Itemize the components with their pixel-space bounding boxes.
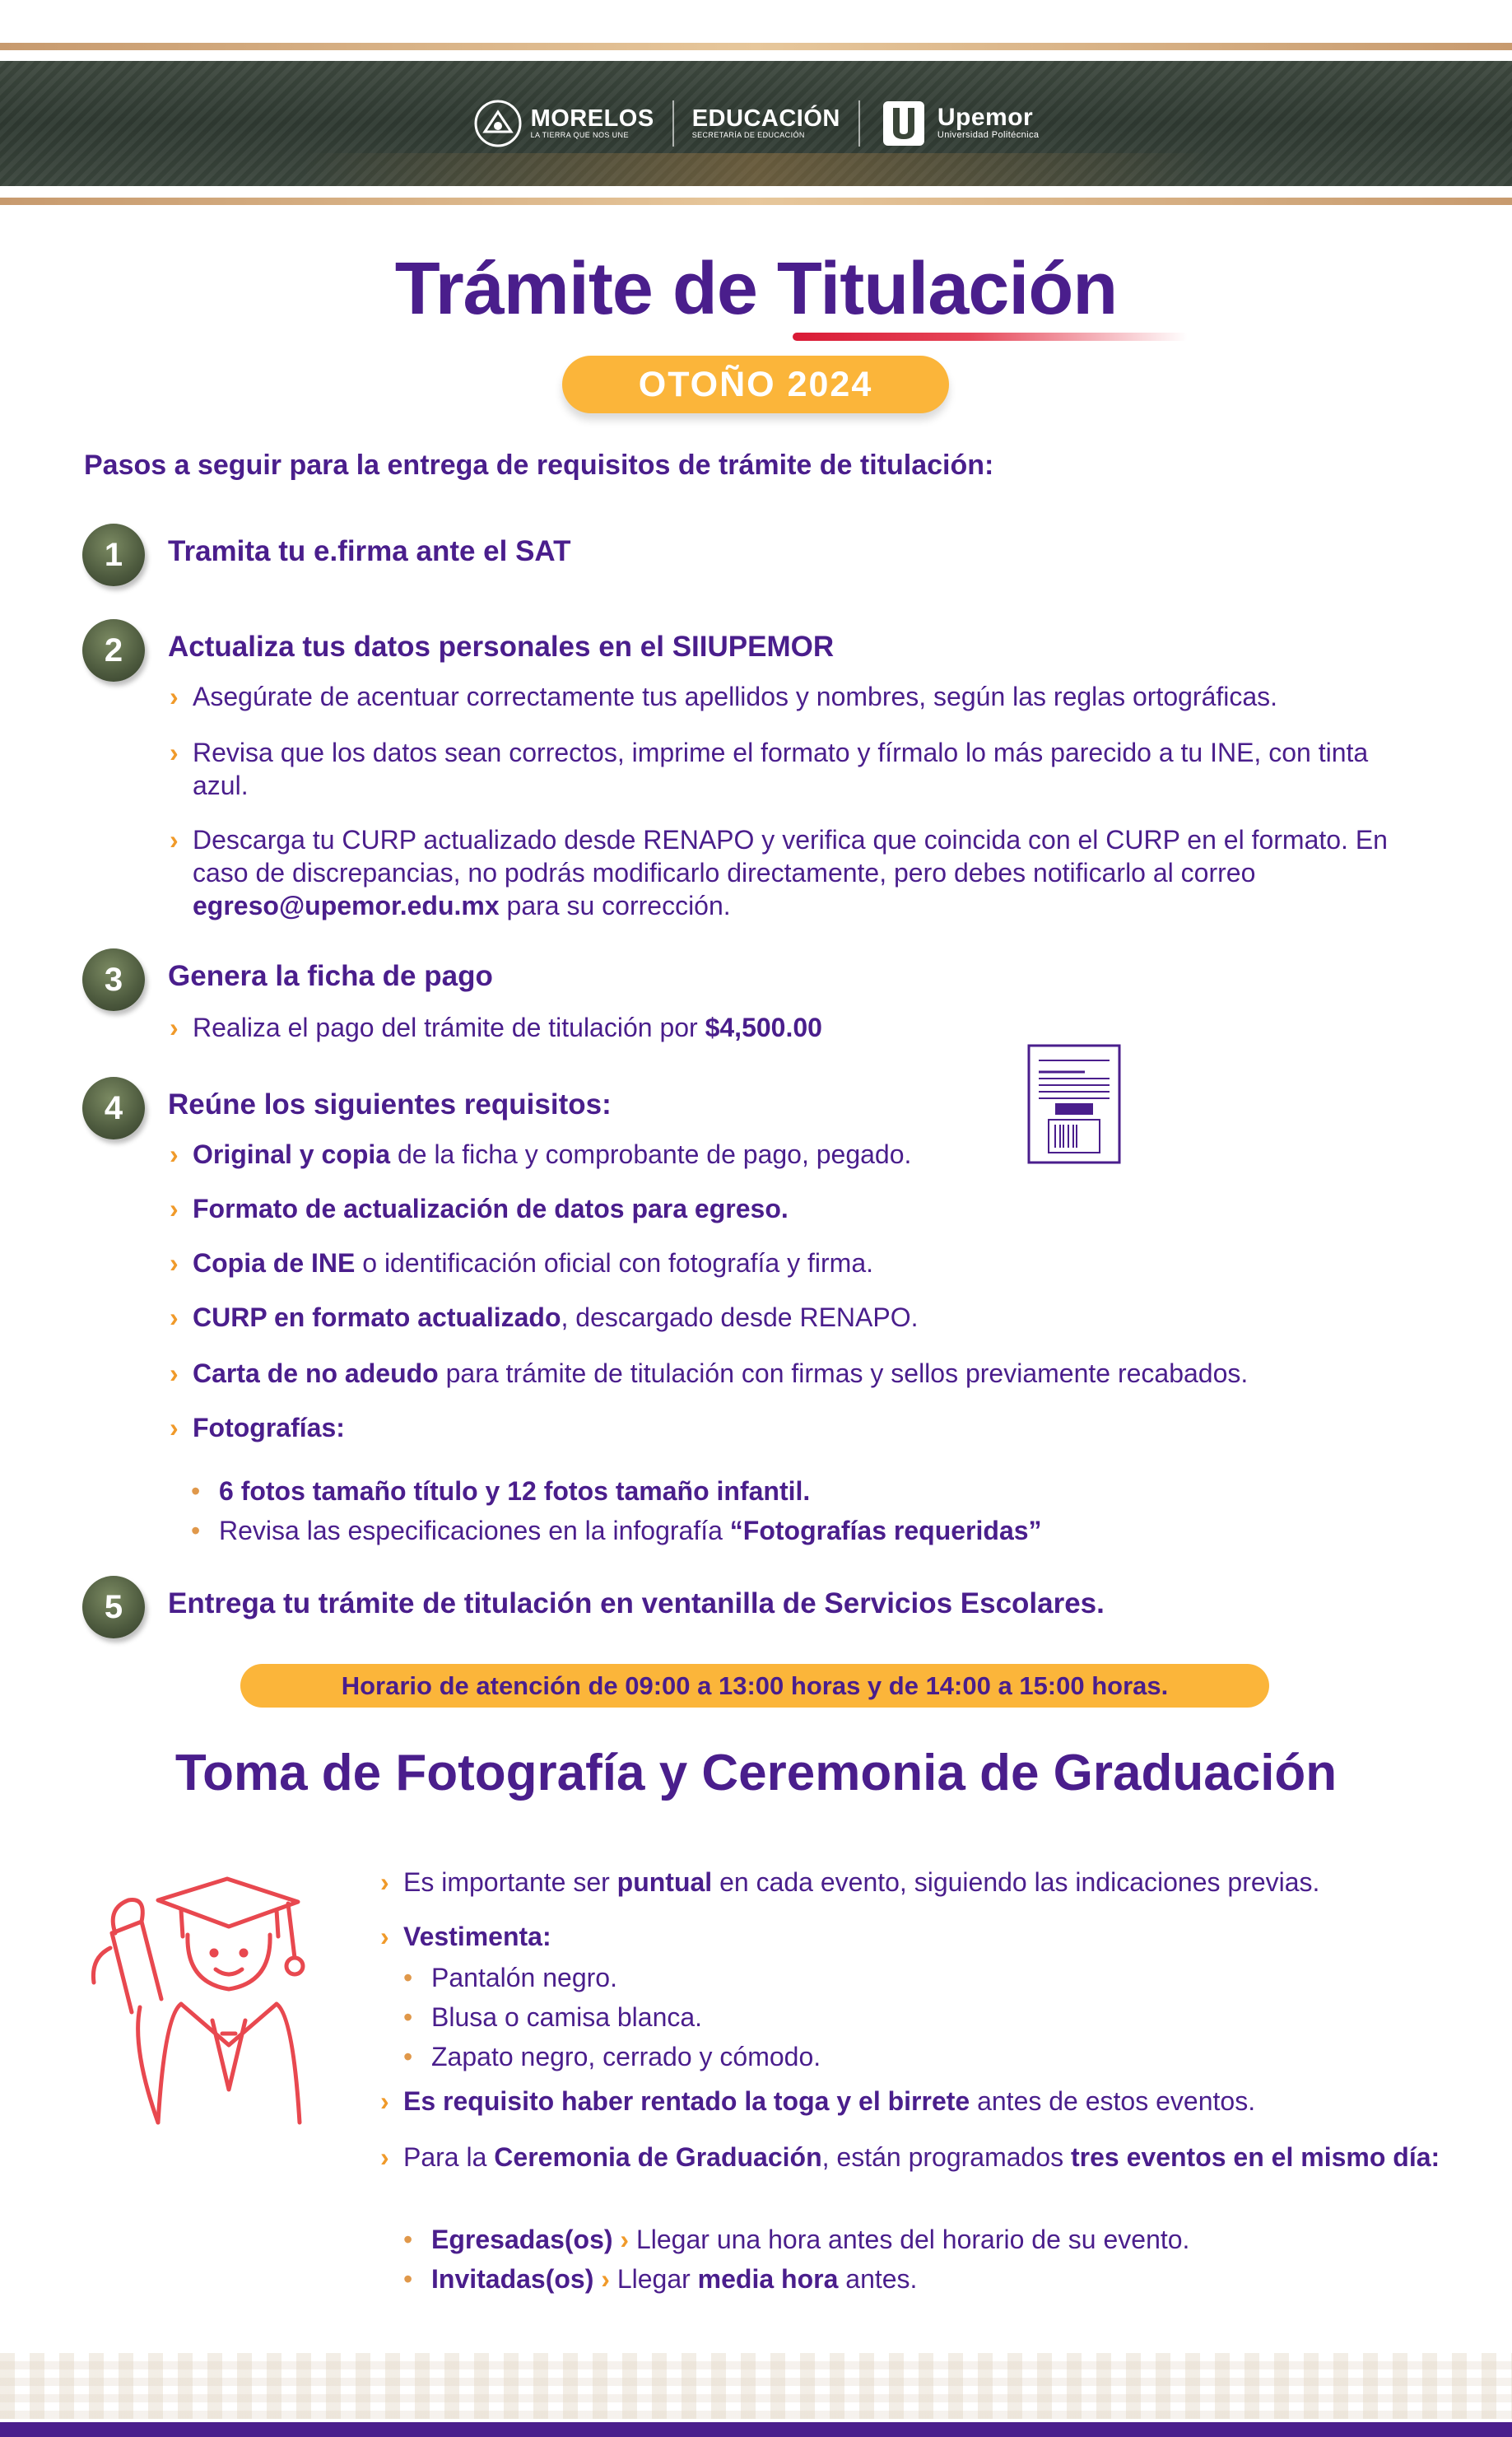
upemor-subtitle: Universidad Politécnica bbox=[937, 130, 1040, 141]
bullet-dot-icon: • bbox=[403, 2264, 413, 2294]
ceremony-section-title: Toma de Fotografía y Ceremonia de Graduación bbox=[174, 1745, 1338, 1801]
chevron-right-icon: › bbox=[170, 1413, 179, 1442]
chevron-right-icon: › bbox=[620, 2225, 630, 2254]
educacion-title: EDUCACIÓN bbox=[691, 105, 840, 133]
educacion-subtitle: SECRETARÍA DE EDUCACIÓN bbox=[691, 131, 805, 140]
list-item: › Asegúrate de acentuar correctamente tus apellidos y nombres, según las reglas ortográficas. bbox=[170, 682, 1278, 711]
chevron-right-icon: › bbox=[170, 1139, 179, 1169]
educacion-logo bbox=[692, 107, 840, 140]
step-title: Actualiza tus datos personales en el SIIUPEMOR bbox=[168, 631, 835, 663]
intro-text: Pasos a seguir para la entrega de requisitos de trámite de titulación: bbox=[84, 450, 994, 481]
header-bottom-line bbox=[0, 198, 1512, 205]
arrival-item: • Invitadas(os) › Llegar media hora antes. bbox=[403, 2264, 918, 2294]
list-item: › Realiza el pago del trámite de titulación por $4,500.00 bbox=[170, 1013, 822, 1042]
chevron-right-icon: › bbox=[380, 1922, 389, 1951]
list-item: › Vestimenta: bbox=[380, 1922, 551, 1951]
logo-divider bbox=[672, 100, 674, 147]
step-title: Reúne los siguientes requisitos: bbox=[168, 1088, 612, 1121]
header-logos bbox=[0, 61, 1512, 186]
footer-bar bbox=[0, 2422, 1512, 2437]
bullet-dot-icon: • bbox=[403, 2225, 413, 2254]
footer-pattern bbox=[0, 2353, 1512, 2419]
bullet-dot-icon: • bbox=[191, 1516, 201, 1545]
chevron-right-icon: › bbox=[170, 1248, 179, 1278]
list-item: › Es importante ser puntual en cada evento, siguiendo las indicaciones previas. bbox=[380, 1867, 1320, 1897]
requirement-item: › Formato de actualización de datos para egreso. bbox=[170, 1194, 789, 1223]
morelos-subtitle: LA TIERRA QUE NOS UNE bbox=[530, 131, 629, 140]
bullet-dot-icon: • bbox=[191, 1476, 201, 1506]
photo-item: • Revisa las especificaciones en la infografía “Fotografías requeridas” bbox=[191, 1516, 1042, 1545]
page-title: Trámite de Titulación bbox=[394, 248, 1118, 330]
upemor-title: Upemor bbox=[937, 104, 1034, 132]
morelos-logo bbox=[473, 99, 654, 148]
bullet-dot-icon: • bbox=[403, 2002, 413, 2032]
office-hours-badge: Horario de atención de 09:00 a 13:00 horas y de 14:00 a 15:00 horas. bbox=[240, 1664, 1269, 1708]
arrival-item: • Egresadas(os) › Llegar una hora antes del horario de su evento. bbox=[403, 2225, 1190, 2254]
requirement-item: › Fotografías: bbox=[170, 1413, 345, 1442]
step-number: 2 bbox=[82, 619, 145, 682]
season-badge: OTOÑO 2024 bbox=[562, 356, 949, 413]
logo-divider bbox=[858, 100, 860, 147]
payment-amount: $4,500.00 bbox=[705, 1013, 822, 1042]
step-number: 4 bbox=[82, 1077, 145, 1139]
requirement-item: › Copia de INE o identificación oficial con fotografía y firma. bbox=[170, 1248, 873, 1278]
bullet-dot-icon: • bbox=[403, 2042, 413, 2071]
chevron-right-icon: › bbox=[170, 825, 179, 855]
chevron-right-icon: › bbox=[170, 1358, 179, 1388]
step-number: 5 bbox=[82, 1576, 145, 1638]
requirement-item: › Carta de no adeudo para trámite de titulación con firmas y sellos previamente recabados. bbox=[170, 1358, 1249, 1388]
title-underline bbox=[793, 333, 1188, 341]
graduate-icon bbox=[82, 1851, 346, 2131]
step-title: Tramita tu e.firma ante el SAT bbox=[168, 535, 571, 567]
step-title: Genera la ficha de pago bbox=[168, 960, 493, 992]
attire-item: • Zapato negro, cerrado y cómodo. bbox=[403, 2042, 821, 2071]
morelos-title: MORELOS bbox=[530, 105, 654, 133]
step-title: Entrega tu trámite de titulación en ventanilla de Servicios Escolares. bbox=[168, 1587, 1105, 1619]
email-address: egreso@upemor.edu.mx bbox=[193, 891, 500, 920]
attire-item: • Pantalón negro. bbox=[403, 1963, 617, 1992]
chevron-right-icon: › bbox=[380, 1867, 389, 1897]
photo-item: • 6 fotos tamaño título y 12 fotos tamaño infantil. bbox=[191, 1476, 811, 1506]
bullet-dot-icon: • bbox=[403, 1963, 413, 1992]
upemor-emblem-icon bbox=[878, 98, 929, 149]
step-number: 1 bbox=[82, 524, 145, 586]
chevron-right-icon: › bbox=[170, 1013, 179, 1042]
list-item: › Descarga tu CURP actualizado desde RENAPO y verifica que coincida con el CURP en el formato. En caso de discrepancias, no podrás modificarlo directamente, pero debes notificarlo al correo egreso@upemor.edu.mx para su corrección. bbox=[170, 825, 1388, 920]
morelos-emblem-icon bbox=[473, 99, 523, 148]
chevron-right-icon: › bbox=[601, 2264, 610, 2294]
list-item: › Es requisito haber rentado la toga y el birrete antes de estos eventos. bbox=[380, 2086, 1256, 2116]
requirement-item: › Original y copia de la ficha y comprobante de pago, pegado. bbox=[170, 1139, 912, 1169]
chevron-right-icon: › bbox=[380, 2086, 389, 2116]
chevron-right-icon: › bbox=[170, 1302, 179, 1332]
chevron-right-icon: › bbox=[380, 2142, 389, 2172]
list-item: › Revisa que los datos sean correctos, imprime el formato y fírmalo lo más parecido a tu INE, con tinta azul. bbox=[170, 738, 1369, 800]
step-number: 3 bbox=[82, 948, 145, 1011]
requirement-item: › CURP en formato actualizado, descargado desde RENAPO. bbox=[170, 1302, 919, 1332]
chevron-right-icon: › bbox=[170, 1194, 179, 1223]
upemor-logo bbox=[878, 98, 1040, 149]
chevron-right-icon: › bbox=[170, 682, 179, 711]
header-band bbox=[0, 61, 1512, 186]
list-item: › Para la Ceremonia de Graduación, están programados tres eventos en el mismo día: bbox=[380, 2142, 1440, 2172]
attire-item: • Blusa o camisa blanca. bbox=[403, 2002, 703, 2032]
chevron-right-icon: › bbox=[170, 738, 179, 767]
header-top-line bbox=[0, 43, 1512, 50]
